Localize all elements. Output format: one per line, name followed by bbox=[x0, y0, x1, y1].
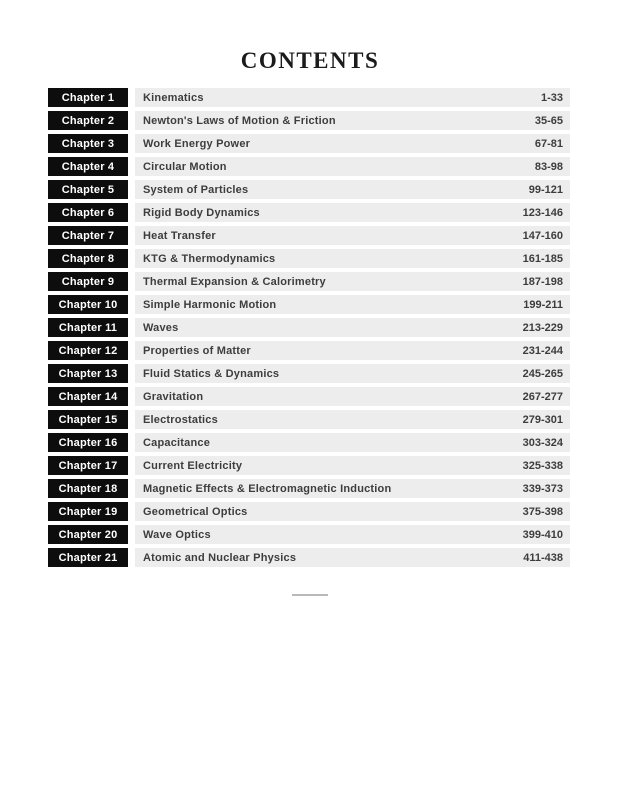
chapter-title: Work Energy Power bbox=[143, 137, 251, 150]
chapter-badge: Chapter 9 bbox=[48, 272, 128, 291]
chapter-title: Geometrical Optics bbox=[143, 505, 248, 518]
chapter-badge: Chapter 11 bbox=[48, 318, 128, 337]
chapter-badge: Chapter 4 bbox=[48, 157, 128, 176]
chapter-badge: Chapter 7 bbox=[48, 226, 128, 245]
chapter-badge: Chapter 8 bbox=[48, 249, 128, 268]
toc-row-body bbox=[135, 157, 570, 176]
chapter-title: Newton's Laws of Motion & Friction bbox=[143, 114, 336, 127]
chapter-title: Rigid Body Dynamics bbox=[143, 206, 260, 219]
toc-row-body bbox=[135, 111, 570, 130]
page-range: 35-65 bbox=[534, 114, 563, 127]
toc-row-body bbox=[135, 387, 570, 406]
toc-row[interactable] bbox=[48, 180, 570, 199]
chapter-badge: Chapter 2 bbox=[48, 111, 128, 130]
chapter-badge: Chapter 18 bbox=[48, 479, 128, 498]
toc-row[interactable] bbox=[48, 134, 570, 153]
toc-row-body bbox=[135, 318, 570, 337]
footer-divider bbox=[292, 594, 328, 596]
chapter-title: KTG & Thermodynamics bbox=[143, 252, 276, 265]
chapter-title: Kinematics bbox=[143, 91, 204, 104]
page-range: 213-229 bbox=[522, 321, 563, 334]
chapter-badge: Chapter 6 bbox=[48, 203, 128, 222]
chapter-title: Gravitation bbox=[143, 390, 204, 403]
toc-row-body bbox=[135, 433, 570, 452]
chapter-title: System of Particles bbox=[143, 183, 249, 196]
toc-row-body bbox=[135, 272, 570, 291]
chapter-badge: Chapter 16 bbox=[48, 433, 128, 452]
toc-row-body bbox=[135, 134, 570, 153]
toc-row-body bbox=[135, 410, 570, 429]
toc-row[interactable] bbox=[48, 502, 570, 521]
chapter-title: Magnetic Effects & Electromagnetic Induction bbox=[143, 482, 392, 495]
page-range: 67-81 bbox=[534, 137, 563, 150]
page-range: 339-373 bbox=[522, 482, 563, 495]
page-range: 123-146 bbox=[522, 206, 563, 219]
toc-row-body bbox=[135, 88, 570, 107]
toc-row-body bbox=[135, 226, 570, 245]
toc-row[interactable] bbox=[48, 203, 570, 222]
chapter-title: Thermal Expansion & Calorimetry bbox=[143, 275, 326, 288]
toc-row[interactable] bbox=[48, 88, 570, 107]
chapter-badge: Chapter 10 bbox=[48, 295, 128, 314]
page-range: 231-244 bbox=[522, 344, 563, 357]
toc-row-body bbox=[135, 364, 570, 383]
toc-row[interactable] bbox=[48, 479, 570, 498]
toc-row[interactable] bbox=[48, 548, 570, 567]
toc-row[interactable] bbox=[48, 157, 570, 176]
page-range: 279-301 bbox=[522, 413, 563, 426]
toc-row-body bbox=[135, 295, 570, 314]
toc-row[interactable] bbox=[48, 433, 570, 452]
toc-row[interactable] bbox=[48, 364, 570, 383]
chapter-title: Fluid Statics & Dynamics bbox=[143, 367, 280, 380]
chapter-badge: Chapter 1 bbox=[48, 88, 128, 107]
toc-row-body bbox=[135, 479, 570, 498]
chapter-title: Atomic and Nuclear Physics bbox=[143, 551, 297, 564]
page-range: 1-33 bbox=[540, 91, 563, 104]
toc-row-body bbox=[135, 249, 570, 268]
chapter-badge: Chapter 19 bbox=[48, 502, 128, 521]
page-range: 83-98 bbox=[534, 160, 563, 173]
chapter-title: Simple Harmonic Motion bbox=[143, 298, 277, 311]
page-range: 99-121 bbox=[528, 183, 563, 196]
toc-row[interactable] bbox=[48, 272, 570, 291]
toc-row-body bbox=[135, 341, 570, 360]
toc-row[interactable] bbox=[48, 410, 570, 429]
chapter-title: Current Electricity bbox=[143, 459, 243, 472]
contents-list bbox=[48, 88, 570, 571]
toc-row[interactable] bbox=[48, 525, 570, 544]
toc-row-body bbox=[135, 548, 570, 567]
page-range: 375-398 bbox=[522, 505, 563, 518]
toc-row-body bbox=[135, 203, 570, 222]
page-range: 267-277 bbox=[522, 390, 563, 403]
chapter-badge: Chapter 12 bbox=[48, 341, 128, 360]
chapter-title: Circular Motion bbox=[143, 160, 227, 173]
page-range: 161-185 bbox=[522, 252, 563, 265]
chapter-title: Wave Optics bbox=[143, 528, 211, 541]
chapter-badge: Chapter 21 bbox=[48, 548, 128, 567]
chapter-badge: Chapter 14 bbox=[48, 387, 128, 406]
toc-row[interactable] bbox=[48, 249, 570, 268]
toc-row[interactable] bbox=[48, 456, 570, 475]
toc-row[interactable] bbox=[48, 226, 570, 245]
chapter-badge: Chapter 3 bbox=[48, 134, 128, 153]
chapter-title: Properties of Matter bbox=[143, 344, 251, 357]
page-range: 147-160 bbox=[522, 229, 563, 242]
chapter-title: Electrostatics bbox=[143, 413, 218, 426]
chapter-badge: Chapter 20 bbox=[48, 525, 128, 544]
toc-row-body bbox=[135, 525, 570, 544]
chapter-badge: Chapter 15 bbox=[48, 410, 128, 429]
page-range: 187-198 bbox=[522, 275, 563, 288]
chapter-title: Heat Transfer bbox=[143, 229, 216, 242]
toc-row[interactable] bbox=[48, 318, 570, 337]
toc-row-body bbox=[135, 502, 570, 521]
chapter-badge: Chapter 5 bbox=[48, 180, 128, 199]
page-range: 399-410 bbox=[522, 528, 563, 541]
toc-row[interactable] bbox=[48, 341, 570, 360]
toc-row-body bbox=[135, 456, 570, 475]
page-range: 199-211 bbox=[523, 298, 563, 311]
chapter-title: Capacitance bbox=[143, 436, 211, 449]
chapter-title: Waves bbox=[143, 321, 179, 334]
toc-row[interactable] bbox=[48, 295, 570, 314]
chapter-badge: Chapter 13 bbox=[48, 364, 128, 383]
toc-row-body bbox=[135, 180, 570, 199]
chapter-badge: Chapter 17 bbox=[48, 456, 128, 475]
page-range: 245-265 bbox=[522, 367, 563, 380]
page-range: 411-438 bbox=[523, 551, 563, 564]
page-title: CONTENTS bbox=[240, 48, 380, 73]
page-range: 325-338 bbox=[522, 459, 563, 472]
toc-row[interactable] bbox=[48, 387, 570, 406]
page-range: 303-324 bbox=[522, 436, 563, 449]
toc-row[interactable] bbox=[48, 111, 570, 130]
